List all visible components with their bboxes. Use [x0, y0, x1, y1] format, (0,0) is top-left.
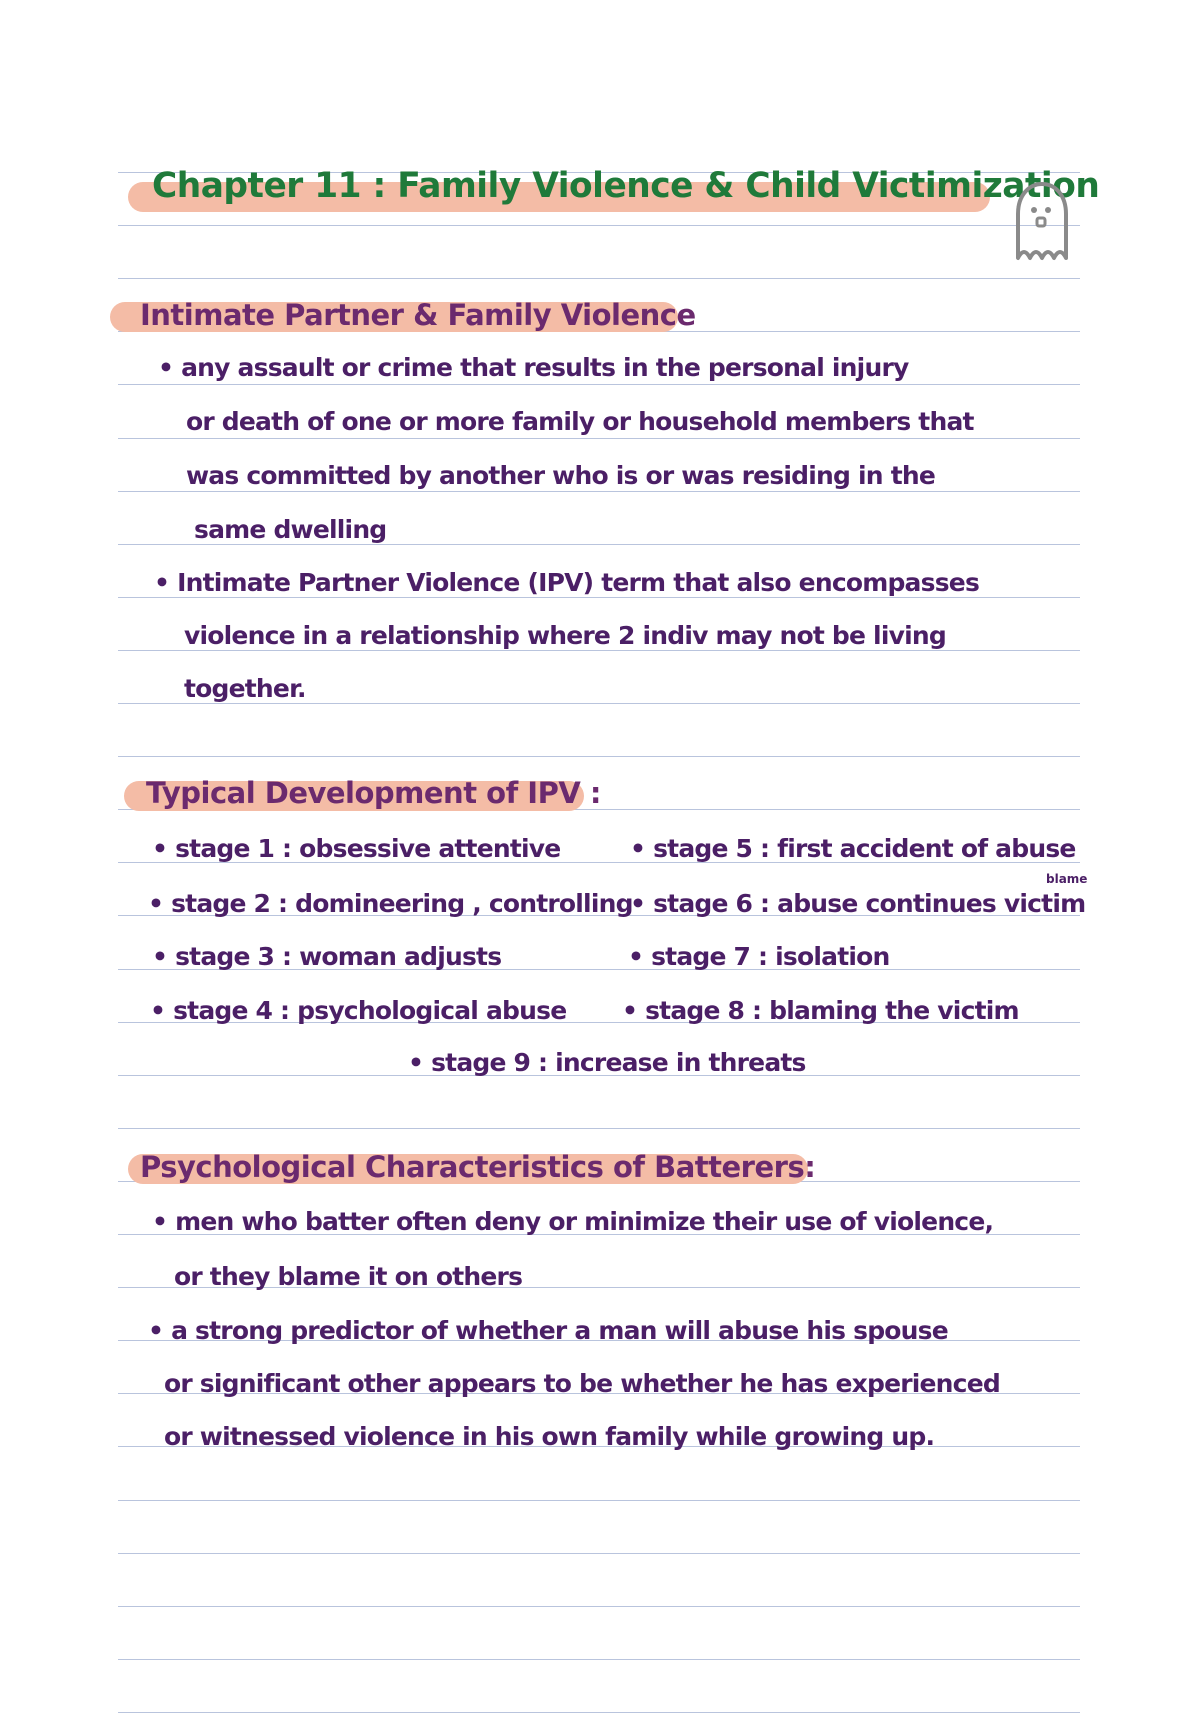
- text-line: • Intimate Partner Violence (IPV) term that also encompasses: [154, 568, 980, 597]
- ruled-line: [118, 278, 1080, 279]
- ghost-icon: [1010, 180, 1074, 266]
- stage-item: • stage 9 : increase in threats: [408, 1048, 806, 1077]
- stage-item: • stage 3 : woman adjusts: [152, 942, 502, 971]
- stage-item: • stage 6 : abuse continues victim: [630, 889, 1086, 918]
- ruled-line: [118, 438, 1080, 439]
- ruled-line: [118, 597, 1080, 598]
- text-line: • a strong predictor of whether a man will abuse his spouse: [148, 1316, 948, 1345]
- text-line: or death of one or more family or household members that: [186, 407, 974, 436]
- text-line: violence in a relationship where 2 indiv may not be living: [184, 621, 946, 650]
- section-heading-intimate-partner: Intimate Partner & Family Violence: [140, 298, 696, 332]
- text-line: same dwelling: [194, 515, 387, 544]
- text-line: was committed by another who is or was residing in the: [186, 461, 936, 490]
- ruled-line: [118, 1128, 1080, 1129]
- text-line: • any assault or crime that results in the personal injury: [158, 353, 909, 382]
- ruled-line: [118, 1606, 1080, 1607]
- stage-item: • stage 7 : isolation: [628, 942, 890, 971]
- ruled-line: [118, 491, 1080, 492]
- ruled-line: [118, 703, 1080, 704]
- text-line: or witnessed violence in his own family while growing up.: [164, 1422, 935, 1451]
- stage-item: • stage 5 : first accident of abuse: [630, 834, 1076, 863]
- section-heading-typical-development: Typical Development of IPV :: [146, 776, 601, 810]
- stage-6-note: blame: [1046, 872, 1088, 886]
- text-line: • men who batter often deny or minimize their use of violence,: [152, 1207, 994, 1236]
- ruled-line: [118, 756, 1080, 757]
- ruled-line: [118, 1659, 1080, 1660]
- stage-item: • stage 1 : obsessive attentive: [152, 834, 561, 863]
- ruled-line: [118, 544, 1080, 545]
- text-line: or they blame it on others: [174, 1262, 523, 1291]
- ruled-line: [118, 1553, 1080, 1554]
- stage-item: • stage 2 : domineering , controlling: [148, 889, 633, 918]
- text-line: or significant other appears to be whether he has experienced: [164, 1369, 1000, 1398]
- stage-item: • stage 8 : blaming the victim: [622, 996, 1019, 1025]
- ruled-line: [118, 384, 1080, 385]
- page-title: Chapter 11 : Family Violence & Child Victimization: [152, 166, 1100, 206]
- text-line: together.: [184, 674, 306, 703]
- ruled-line: [118, 1500, 1080, 1501]
- ruled-line: [118, 225, 1080, 226]
- ruled-line: [118, 650, 1080, 651]
- section-heading-psychological-characteristics: Psychological Characteristics of Batterers:: [140, 1150, 816, 1184]
- stage-item: • stage 4 : psychological abuse: [150, 996, 567, 1025]
